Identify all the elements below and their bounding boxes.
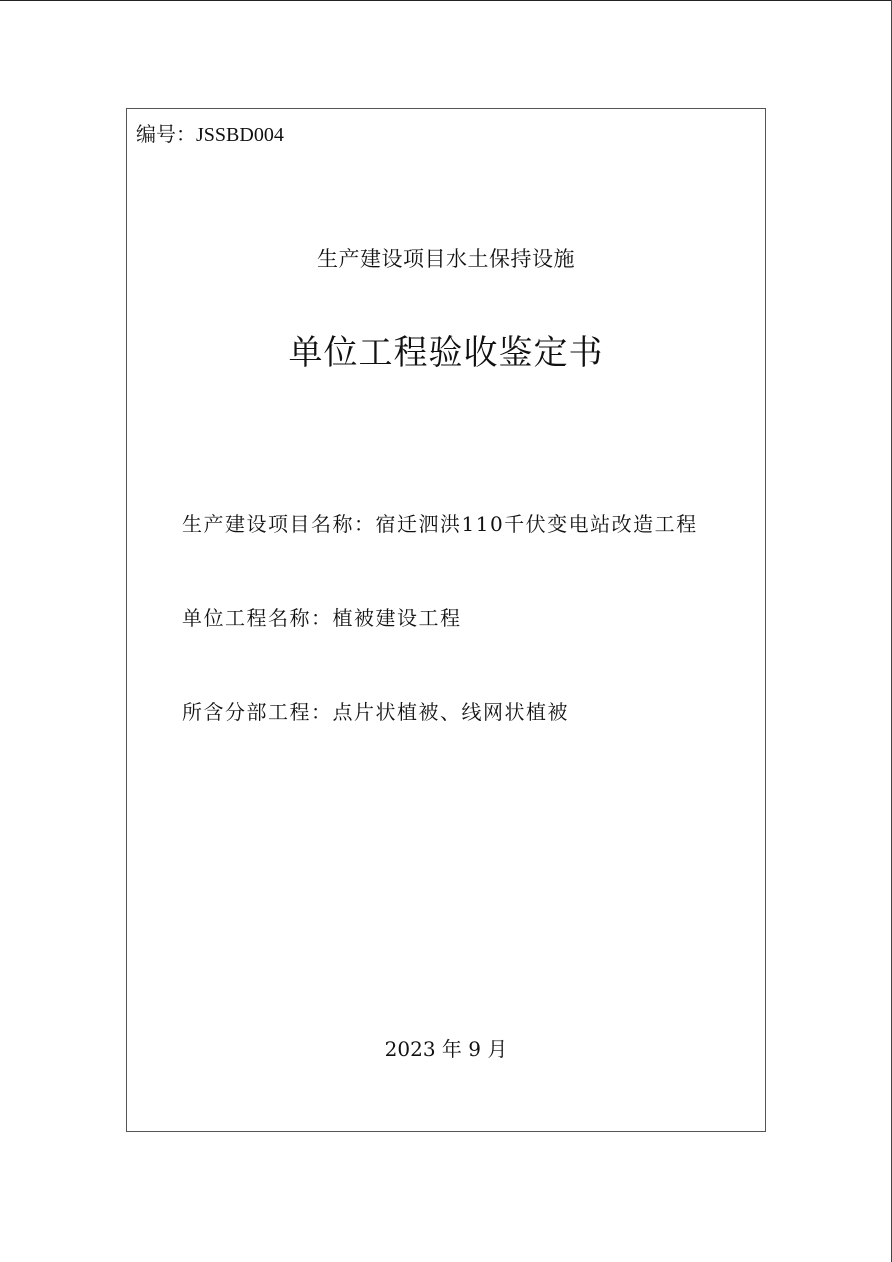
document-date: 2023 年 9 月 xyxy=(384,1037,508,1061)
field-unit-project-name-label: 单位工程名称： xyxy=(182,606,333,630)
field-unit-project-name-value: 植被建设工程 xyxy=(332,606,462,630)
document-subtitle: 生产建设项目水土保持设施 xyxy=(317,247,575,271)
document-title: 单位工程验收鉴定书 xyxy=(288,333,604,373)
document-number xyxy=(136,120,284,149)
field-project-name-label: 生产建设项目名称： xyxy=(182,512,376,536)
field-unit-project-name xyxy=(182,604,462,632)
field-sub-projects xyxy=(182,698,569,726)
field-sub-projects-label: 所含分部工程： xyxy=(182,700,333,724)
field-sub-projects-value: 点片状植被、线网状植被 xyxy=(332,700,569,724)
document-number-value: JSSBD004 xyxy=(196,124,284,146)
field-project-name xyxy=(182,510,698,538)
page-top-border xyxy=(0,0,892,1)
document-number-label: 编号： xyxy=(136,122,196,146)
field-project-name-value: 宿迁泗洪110千伏变电站改造工程 xyxy=(375,512,698,536)
